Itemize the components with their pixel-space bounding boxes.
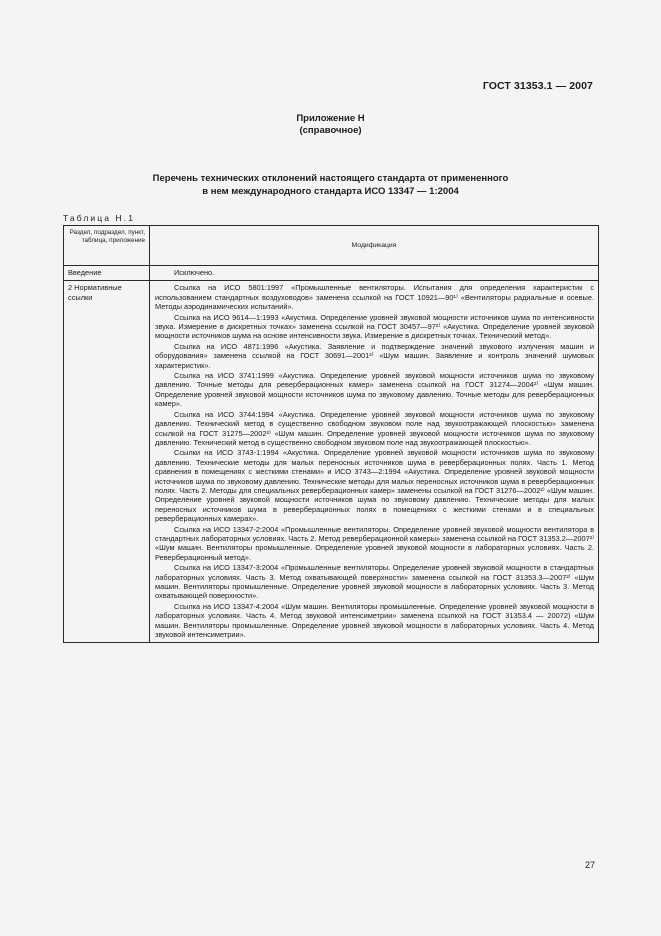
document-title-line-1: Перечень технических отклонений настоящего стандарта от примененного (152, 173, 509, 184)
modification-paragraph: Ссылка на ИСО 9614—1:1993 «Акустика. Определение уровней звуковой мощности источников шума по интенсивности звука. Измерение в дискретных точках» заменена ссылкой на ГОСТ 30457—97²⁾ «Акустика. Определение уровней звуковой мощности источников шума на основе интенсивности звука. Измерение в дискретных точках. Технический метод». (155, 312, 594, 341)
modification-paragraph: Ссылка на ИСО 13347-3:2004 «Промышленные вентиляторы. Определение уровней звуковой мощности в стандартных лабораторных условиях. Часть 3. Метод охватывающей поверхности» заменена ссылкой на ГОСТ 31353.3—2007²⁾ «Шум машин. Вентиляторы промышленные. Определение уровней звуковой мощности в лабораторных условиях. Часть 3. Метод охватывающей поверхности». (155, 563, 594, 601)
appendix-heading (0, 113, 661, 137)
modification-paragraph: Ссылка на ИСО 13347-2:2004 «Промышленные вентиляторы. Определение уровней звуковой мощности вентилятора в стандартных лабораторных условиях. Часть 2. Метод реверберационной камеры» заменена ссылкой на ГОСТ 31353.2—2007²⁾ «Шум машин. Вентиляторы промышленные. Определение уровней звуковой мощности в лабораторных условиях. Часть 2. Реверберационный метод». (155, 524, 594, 562)
table-header-row (64, 226, 599, 266)
modification-paragraph: Ссылка на ИСО 3744:1994 «Акустика. Определение уровней звуковой мощности источников шума по звуковому давлению. Технический метод в существенно свободном звуковом поле над звукоотражающей плоскостью» заменена ссылкой на ГОСТ 31275—2002²⁾ «Шум машин. Определение уровней звуковой мощности источников шума по звуковому давлению. Технический метод в существенно свободном звуковом поле над звукоотражающей плоскостью». (155, 409, 594, 447)
row-section-cell: Введение (64, 266, 150, 281)
row-modification-cell (150, 266, 599, 281)
header-modification-cell: Модификация (150, 226, 599, 266)
modification-paragraph: Ссылка на ИСО 4871:1996 «Акустика. Заявление и подтверждение значений звукового излучения машин и оборудования» заменена ссылкой на ГОСТ 30691—2001²⁾ «Шум машин. Заявление и контроль значений шумовых характеристик». (155, 341, 594, 370)
modification-paragraph: Ссылка на ИСО 13347-4:2004 «Шум машин. Вентиляторы промышленные. Определение уровней звуковой мощности в лабораторных условиях. Часть 4. Метод звуковой интенсиметрии» заменена ссылкой на ГОСТ 31353.4 — 20072) «Шум машин. Вентиляторы промышленные. Определение уровней звуковой мощности в лабораторных условиях. Часть 4. Метод звуковой интенсиметрии». (155, 601, 594, 640)
modification-paragraph: Ссылки на ИСО 3743-1:1994 «Акустика. Определение уровней звуковой мощности источников шума по звуковому давлению. Технические методы для малых переносных источников шума в реверберационных полях. Часть 1. Метод сравнения в помещениях с жесткими стенами» и ИСО 3743—2:1994 «Акустика. Определение уровней звуковой мощности источников шума по звуковому давлению. Технические методы для малых переносных источников шума в реверберационных полях. Часть 2. Методы для специальных реверберационных камер» заменены ссылкой на ГОСТ 31276—2002²⁾ «Шум машин. Определение уровней звуковой мощности источников шума по звуковому давлению. Технические методы для малых переносных источников шума в реверберационных полях в помещениях с жесткими стенами и в специальных реверберационных камерах». (155, 448, 594, 524)
header-section-cell: Раздел, подраздел, пункт, таблица, приложение (64, 226, 150, 266)
appendix-title: Приложение Н (296, 113, 365, 124)
modification-paragraph: Исключено. (174, 268, 215, 277)
document-title (0, 173, 661, 198)
row-modification-cell (150, 281, 599, 643)
modification-paragraph: Ссылка на ИСО 3741:1999 «Акустика. Определение уровней звуковой мощности источников шума по звуковому давлению. Точные методы для реверберационных камер» заменена ссылкой на ГОСТ 31274—2004²⁾ «Шум машин. Определение уровней звуковой мощности источников шума по звуковому давлению. Точные методы для реверберационных камер». (155, 371, 594, 409)
document-title-line-2: в нем международного стандарта ИСО 13347 — 1:2004 (202, 185, 459, 197)
appendix-subtitle: (справочное) (299, 125, 362, 136)
modification-paragraph: Ссылка на ИСО 5801:1997 «Промышленные вентиляторы. Испытания для определения характеристик с использованием стандартных воздуховодов» заменена ссылкой на ГОСТ 10921—90¹⁾ «Вентиляторы радиальные и осевые. Методы аэродинамических испытаний». (155, 283, 594, 312)
table-caption: Таблица Н.1 (63, 213, 136, 223)
table-row (64, 266, 599, 281)
table-row (64, 281, 599, 643)
deviations-table (63, 225, 599, 643)
page-number: 27 (584, 860, 595, 870)
document-code: ГОСТ 31353.1 — 2007 (482, 80, 593, 92)
row-section-cell: 2 Нормативные ссылки (64, 281, 150, 643)
